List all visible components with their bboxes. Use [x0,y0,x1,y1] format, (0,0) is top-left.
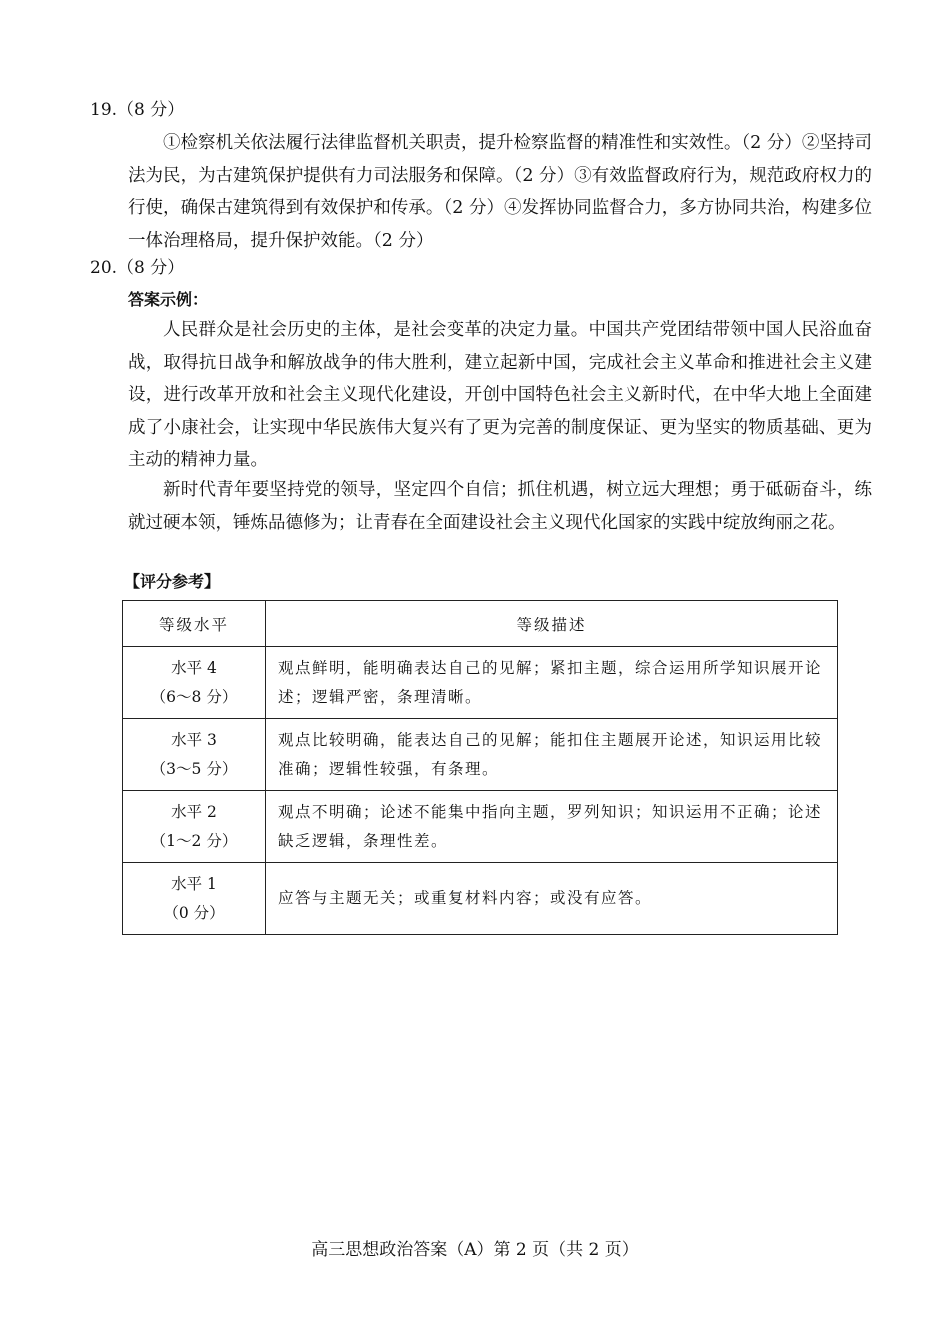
rubric-level-cell [123,647,266,719]
rubric-header-level: 等级水平 [123,601,266,647]
rubric-table [122,600,838,935]
rubric-level-cell [123,863,266,935]
rubric-level: 水平 3 [171,730,217,749]
rubric-header-description: 等级描述 [266,601,838,647]
rubric-description: 应答与主题无关；或重复材料内容；或没有应答。 [266,863,838,935]
rubric-level-cell [123,791,266,863]
rubric-points: （0 分） [163,903,225,922]
rubric-level: 水平 4 [171,658,217,677]
question-20-number: 20.（8 分） [90,258,185,278]
question-20-paragraph-1: 人民群众是社会历史的主体，是社会变革的决定力量。中国共产党团结带领中国人民浴血奋战，取得抗日战争和解放战争的伟大胜利，建立起新中国，完成社会主义革命和推进社会主义建设，进行改革开放和社会主义现代化建设，开创中国特色社会主义新时代，在中华大地上全面建成了小康社会，让实现中华民族伟大复兴有了更为完善的制度保证、更为坚实的物质基础、更为主动的精神力量。 [128,320,872,470]
rubric-label: 【评分参考】 [124,572,221,591]
rubric-points: （3～5 分） [150,759,238,778]
rubric-description: 观点不明确；论述不能集中指向主题，罗列知识；知识运用不正确；论述缺乏逻辑，条理性差。 [266,791,838,863]
rubric-points: （1～2 分） [150,831,238,850]
rubric-points: （6～8 分） [150,687,238,706]
rubric-row [123,791,838,863]
rubric-level-cell [123,719,266,791]
question-19-number: 19.（8 分） [90,100,185,120]
rubric-row [123,647,838,719]
rubric-header-row [123,601,838,647]
rubric-row [123,863,838,935]
question-20-paragraph-2: 新时代青年要坚持党的领导，坚定四个自信；抓住机遇，树立远大理想；勇于砥砺奋斗，练就过硬本领，锤炼品德修为；让青春在全面建设社会主义现代化国家的实践中绽放绚丽之花。 [128,480,872,533]
answer-example-label: 答案示例： [128,290,209,309]
rubric-description: 观点比较明确，能表达自己的见解；能扣住主题展开论述，知识运用比较准确；逻辑性较强，有条理。 [266,719,838,791]
rubric-level: 水平 1 [171,874,217,893]
rubric-level: 水平 2 [171,802,217,821]
rubric-row [123,719,838,791]
page-footer: 高三思想政治答案（A）第 2 页（共 2 页） [311,1240,639,1260]
rubric-description: 观点鲜明，能明确表达自己的见解；紧扣主题，综合运用所学知识展开论述；逻辑严密，条理清晰。 [266,647,838,719]
question-19-answer: ①检察机关依法履行法律监督机关职责，提升检察监督的精准性和实效性。（2 分）②坚持司法为民，为古建筑保护提供有力司法服务和保障。（2 分）③有效监督政府行为，规范政府权力的行使，确保古建筑得到有效保护和传承。（2 分）④发挥协同监督合力，多方协同共治，构建多位一体治理格局，提升保护效能。（2 分） [128,133,872,251]
